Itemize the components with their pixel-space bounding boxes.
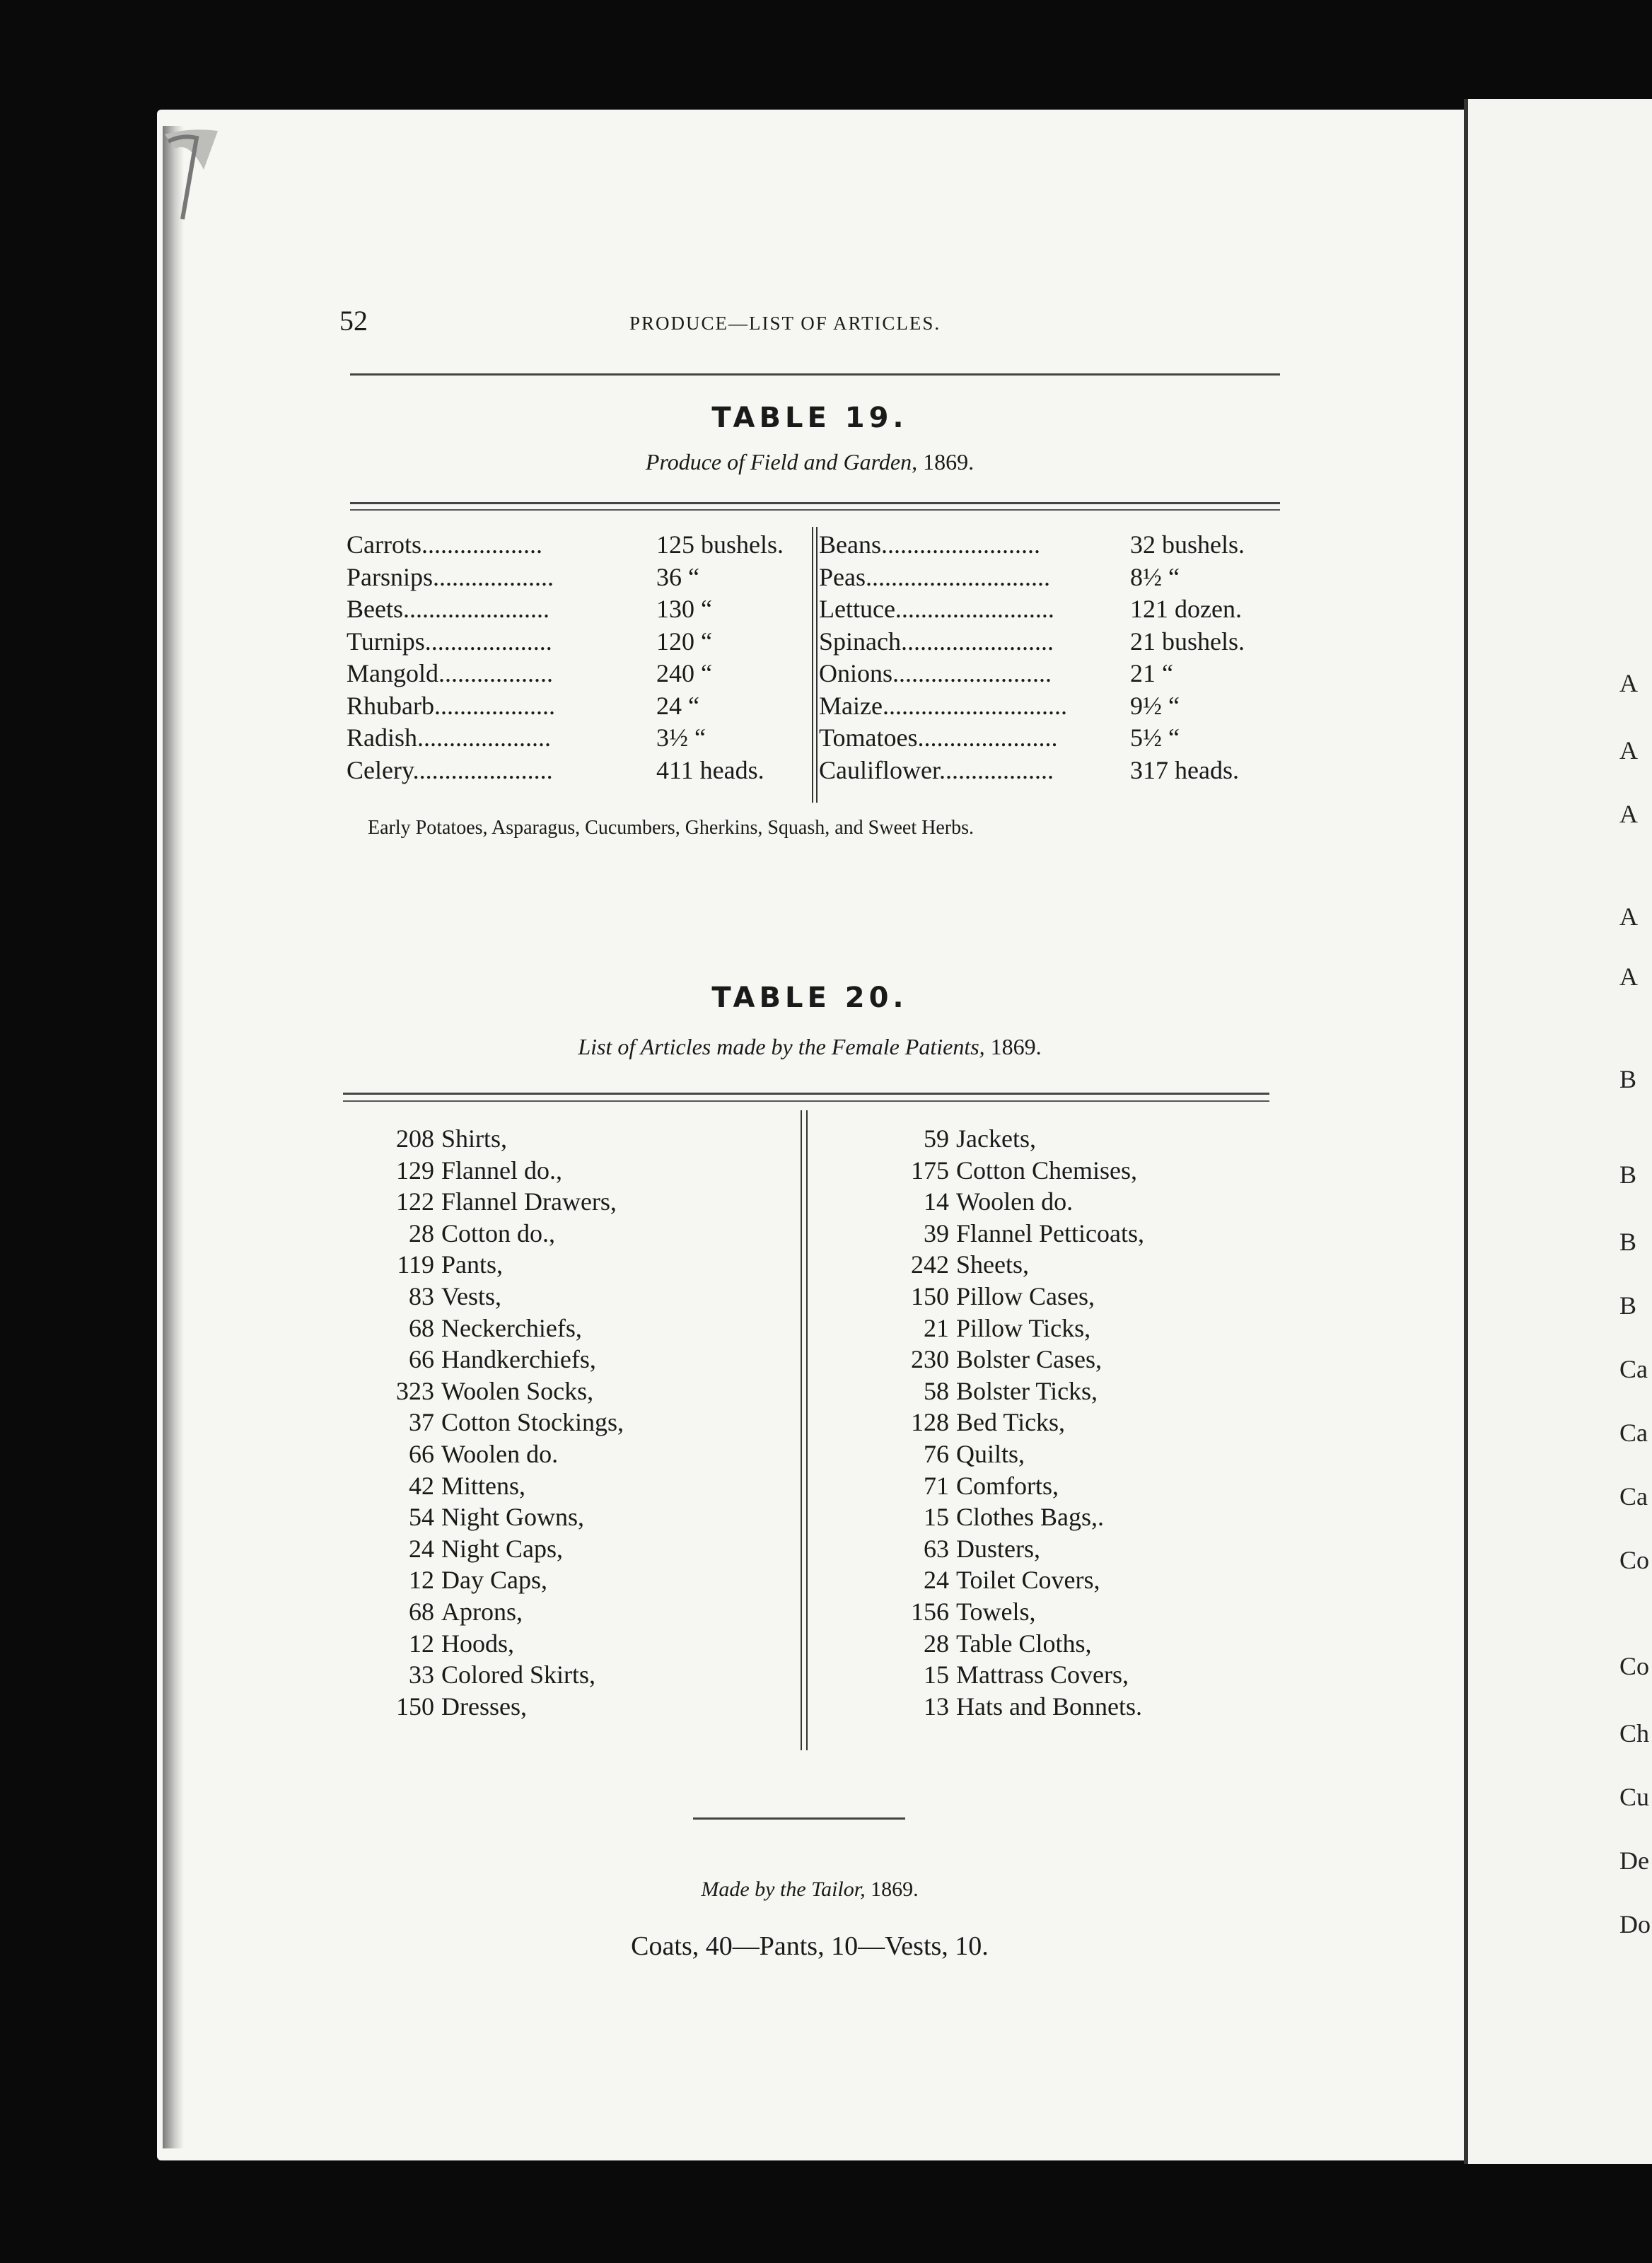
table20-right-row: [890, 1470, 1059, 1502]
tailor-heading-year: 1869.: [865, 1878, 919, 1901]
facing-page-letter: Co: [1619, 1546, 1650, 1574]
table20-left-count: 54: [409, 1503, 434, 1532]
table20-right-count: 59: [924, 1124, 949, 1153]
table20-left-article: Flannel Drawers,: [441, 1187, 617, 1216]
table20-left-row: [375, 1186, 617, 1218]
table19-right-item: Spinach........................: [819, 627, 1054, 656]
table20-left-row: [375, 1155, 562, 1187]
table20-subtitle-year: 1869.: [984, 1034, 1042, 1059]
table20-right-row: [890, 1344, 1102, 1375]
table20-left-row: [375, 1123, 507, 1155]
table20-left-article: Cotton do.,: [441, 1218, 556, 1247]
table20-right-count: 71: [924, 1471, 949, 1500]
table19-right-quantity: 32 bushels.: [1130, 530, 1245, 559]
table20-right-article: Flannel Petticoats,: [956, 1218, 1144, 1247]
table20-left-article: Woolen Socks,: [441, 1376, 594, 1405]
page-number: 52: [339, 305, 368, 337]
table20-left-count: 119: [397, 1250, 434, 1279]
table20-left-article: Pants,: [441, 1250, 504, 1279]
table20-right-count: 15: [924, 1503, 949, 1532]
table20-left-count: 37: [409, 1408, 434, 1437]
table19-left-item: Carrots...................: [347, 530, 542, 559]
table20-right-count: 76: [924, 1440, 949, 1468]
table20-right-article: Jackets,: [956, 1124, 1036, 1153]
table19-left-item: Rhubarb...................: [347, 691, 555, 720]
table20-subtitle: [339, 1034, 1280, 1060]
table20-right-row: [890, 1123, 1036, 1155]
table20-left-count: 12: [409, 1629, 434, 1658]
table20-right-article: Pillow Ticks,: [956, 1313, 1091, 1342]
table20-column-divider: [801, 1110, 802, 1750]
table20-left-row: [375, 1218, 555, 1250]
tailor-heading: [339, 1878, 1280, 1902]
table20-left-count: 208: [396, 1124, 434, 1153]
table20-right-count: 63: [924, 1534, 949, 1563]
facing-page-letter: B: [1619, 1065, 1637, 1093]
table20-left-count: 150: [396, 1692, 434, 1721]
table20-right-count: 242: [911, 1250, 949, 1279]
table19-left-quantity: 36 “: [656, 562, 699, 591]
table20-left-row: [375, 1407, 624, 1438]
section-divider-rule: [693, 1817, 905, 1820]
table19-left-item: Celery......................: [347, 755, 553, 784]
table19-left-quantity: 24 “: [656, 691, 699, 720]
table20-left-row: [375, 1470, 525, 1502]
table19-right-item: Lettuce.........................: [819, 595, 1054, 623]
table20-right-count: 175: [911, 1156, 949, 1185]
header-rule: [350, 373, 1280, 376]
table19-column-divider-2: [816, 527, 818, 803]
table20-right-row: [890, 1375, 1098, 1407]
table20-column-divider-2: [806, 1110, 808, 1750]
table20-right-article: Bolster Ticks,: [956, 1376, 1098, 1405]
table20-right-row: [890, 1155, 1137, 1187]
table20-left-count: 66: [409, 1440, 434, 1468]
facing-page-letter: A: [1619, 800, 1638, 828]
facing-page-letter: A: [1619, 669, 1638, 697]
table20-left-article: Hoods,: [441, 1629, 515, 1658]
table20-right-row: [890, 1313, 1090, 1344]
table20-left-article: Dresses,: [441, 1692, 527, 1721]
table20-left-article: Woolen do.: [441, 1440, 559, 1468]
table20-left-count: 28: [409, 1218, 434, 1247]
table19-left-item: Turnips....................: [347, 627, 552, 656]
table20-left-count: 83: [409, 1282, 434, 1310]
table19-right-quantity: 21 “: [1130, 659, 1173, 687]
running-head-title: PRODUCE—LIST OF ARTICLES.: [629, 313, 941, 334]
table20-right-row: [890, 1659, 1129, 1691]
table20-right-row: [890, 1218, 1144, 1250]
table19-right-item: Maize.............................: [819, 691, 1067, 720]
table20-left-count: 323: [396, 1376, 434, 1405]
facing-page-letter: Co: [1619, 1652, 1650, 1680]
facing-page-letter: Ca: [1619, 1482, 1648, 1511]
table19-title: TABLE 19.: [711, 402, 908, 434]
table20-right-count: 58: [924, 1376, 949, 1405]
table20-left-row: [375, 1375, 593, 1407]
facing-page-letter: A: [1619, 736, 1638, 764]
table20-right-article: Towels,: [956, 1598, 1036, 1626]
table20-right-count: 156: [911, 1598, 949, 1626]
table20-right-article: Bolster Cases,: [956, 1345, 1102, 1374]
table20-right-article: Table Cloths,: [956, 1629, 1092, 1658]
table20-left-row: [375, 1533, 563, 1565]
table20-left-count: 66: [409, 1345, 434, 1374]
table20-left-count: 122: [396, 1187, 434, 1216]
table20-right-count: 230: [911, 1345, 949, 1374]
table20-left-article: Handkerchiefs,: [441, 1345, 596, 1374]
table20-right-article: Mattrass Covers,: [956, 1660, 1129, 1689]
table20-right-article: Sheets,: [956, 1250, 1029, 1279]
table19-left-quantity: 120 “: [656, 627, 712, 656]
facing-page-letter: B: [1619, 1228, 1637, 1256]
table20-left-row: [375, 1596, 523, 1628]
table20-right-row: [890, 1533, 1040, 1565]
table20-left-article: Colored Skirts,: [441, 1660, 596, 1689]
table20-right-count: 14: [924, 1187, 949, 1216]
table20-right-count: 150: [911, 1282, 949, 1310]
table19-right-item: Beans.........................: [819, 530, 1040, 559]
table20-left-row: [375, 1313, 582, 1344]
table20-left-row: [375, 1438, 558, 1470]
facing-page-letter: B: [1619, 1291, 1637, 1320]
table19-right-quantity: 21 bushels.: [1130, 627, 1245, 656]
table20-left-row: [375, 1249, 503, 1281]
table19-left-item: Radish.....................: [347, 723, 552, 752]
table19-right-quantity: 317 heads.: [1130, 755, 1239, 784]
facing-page-letter: A: [1619, 962, 1638, 991]
table20-left-article: Shirts,: [441, 1124, 508, 1153]
table20-right-row: [890, 1281, 1095, 1313]
table20-right-row: [890, 1628, 1091, 1660]
page-curl-mark: [161, 127, 239, 226]
table20-left-article: Vests,: [441, 1282, 502, 1310]
facing-page-letter: Cu: [1619, 1783, 1650, 1811]
table20-left-article: Night Gowns,: [441, 1503, 585, 1532]
table19-right-quantity: 8½ “: [1130, 562, 1180, 591]
table20-right-article: Comforts,: [956, 1471, 1059, 1500]
table20-left-row: [375, 1281, 501, 1313]
table20-subtitle-text: List of Articles made by the Female Patients,: [578, 1034, 985, 1059]
table20-left-article: Mittens,: [441, 1471, 526, 1500]
table20-right-article: Toilet Covers,: [956, 1566, 1100, 1595]
table19-right-quantity: 121 dozen.: [1130, 595, 1242, 623]
table19-left-item: Mangold..................: [347, 659, 553, 687]
table20-right-row: [890, 1438, 1025, 1470]
table19-subtitle-text: Produce of Field and Garden,: [645, 449, 918, 475]
table20-right-row: [890, 1596, 1035, 1628]
table19-top-rule-2: [350, 509, 1280, 511]
table20-top-rule: [343, 1093, 1269, 1095]
running-head: [339, 304, 1280, 339]
table20-left-article: Aprons,: [441, 1598, 523, 1626]
table20-right-article: Bed Ticks,: [956, 1408, 1066, 1437]
table20-title: TABLE 20.: [711, 982, 908, 1014]
table20-right-count: 39: [924, 1218, 949, 1247]
facing-page-letter: Ca: [1619, 1419, 1648, 1447]
table20-left-count: 68: [409, 1598, 434, 1626]
table20-right-article: Pillow Cases,: [956, 1282, 1095, 1310]
table20-left-article: Flannel do.,: [441, 1156, 562, 1185]
table19-left-item: Parsnips...................: [347, 562, 554, 591]
facing-page-letter: Do: [1619, 1910, 1651, 1938]
table20-right-count: 21: [924, 1313, 949, 1342]
table20-right-row: [890, 1564, 1100, 1596]
table19-right-item: Tomatoes......................: [819, 723, 1058, 752]
table19-subtitle-year: 1869.: [917, 449, 975, 475]
facing-page-letter: B: [1619, 1160, 1637, 1189]
table20-left-article: Day Caps,: [441, 1566, 547, 1595]
table20-right-row: [890, 1501, 1104, 1533]
tailor-items: Coats, 40—Pants, 10—Vests, 10.: [631, 1931, 989, 1961]
table20-right-article: Hats and Bonnets.: [956, 1692, 1142, 1721]
table19-subtitle: [339, 449, 1280, 475]
table19-right-quantity: 9½ “: [1130, 691, 1180, 720]
table20-left-count: 24: [409, 1534, 434, 1563]
table20-left-count: 33: [409, 1660, 434, 1689]
table19-right-item: Cauliflower..................: [819, 755, 1054, 784]
table20-right-count: 28: [924, 1629, 949, 1658]
table20-right-article: Clothes Bags,.: [956, 1503, 1105, 1532]
table19-left-quantity: 240 “: [656, 659, 712, 687]
table20-right-article: Dusters,: [956, 1534, 1040, 1563]
table20-right-count: 128: [911, 1408, 949, 1437]
table20-left-article: Cotton Stockings,: [441, 1408, 624, 1437]
table20-right-article: Cotton Chemises,: [956, 1156, 1138, 1185]
table20-right-article: Quilts,: [956, 1440, 1025, 1468]
table19-left-quantity: 125 bushels.: [656, 530, 784, 559]
table19-left-quantity: 411 heads.: [656, 755, 764, 784]
table19-right-item: Onions.........................: [819, 659, 1052, 687]
table19-right-quantity: 5½ “: [1130, 723, 1180, 752]
table20-left-row: [375, 1628, 514, 1660]
facing-page-letter: Ch: [1619, 1719, 1650, 1747]
table19-left-quantity: 3½ “: [656, 723, 706, 752]
table20-left-count: 42: [409, 1471, 434, 1500]
table20-right-row: [890, 1407, 1065, 1438]
table20-right-count: 15: [924, 1660, 949, 1689]
table19-left-quantity: 130 “: [656, 595, 712, 623]
table20-right-row: [890, 1186, 1073, 1218]
table20-left-article: Night Caps,: [441, 1534, 564, 1563]
table19-right-item: Peas.............................: [819, 562, 1050, 591]
table20-top-rule-2: [343, 1100, 1269, 1102]
table20-left-row: [375, 1564, 547, 1596]
table20-left-count: 12: [409, 1566, 434, 1595]
table20-left-row: [375, 1344, 596, 1375]
table20-left-count: 68: [409, 1313, 434, 1342]
table20-right-row: [890, 1249, 1029, 1281]
table19-column-divider: [812, 527, 813, 803]
facing-page-letter: A: [1619, 902, 1638, 931]
table20-left-row: [375, 1501, 584, 1533]
table20-left-row: [375, 1659, 595, 1691]
table19-note: Early Potatoes, Asparagus, Cucumbers, Gherkins, Squash, and Sweet Herbs.: [368, 817, 974, 839]
table19-left-item: Beets.......................: [347, 595, 549, 623]
table20-right-count: 13: [924, 1692, 949, 1721]
table19-top-rule: [350, 502, 1280, 504]
facing-page-letter: De: [1619, 1846, 1649, 1875]
table20-right-article: Woolen do.: [956, 1187, 1074, 1216]
table20-left-count: 129: [396, 1156, 434, 1185]
tailor-heading-text: Made by the Tailor,: [701, 1878, 866, 1901]
facing-page-letter: Ca: [1619, 1355, 1648, 1383]
gutter-shadow: [163, 126, 184, 2148]
table20-left-row: [375, 1691, 527, 1723]
table20-right-row: [890, 1691, 1142, 1723]
table20-left-article: Neckerchiefs,: [441, 1313, 582, 1342]
table20-right-count: 24: [924, 1566, 949, 1595]
